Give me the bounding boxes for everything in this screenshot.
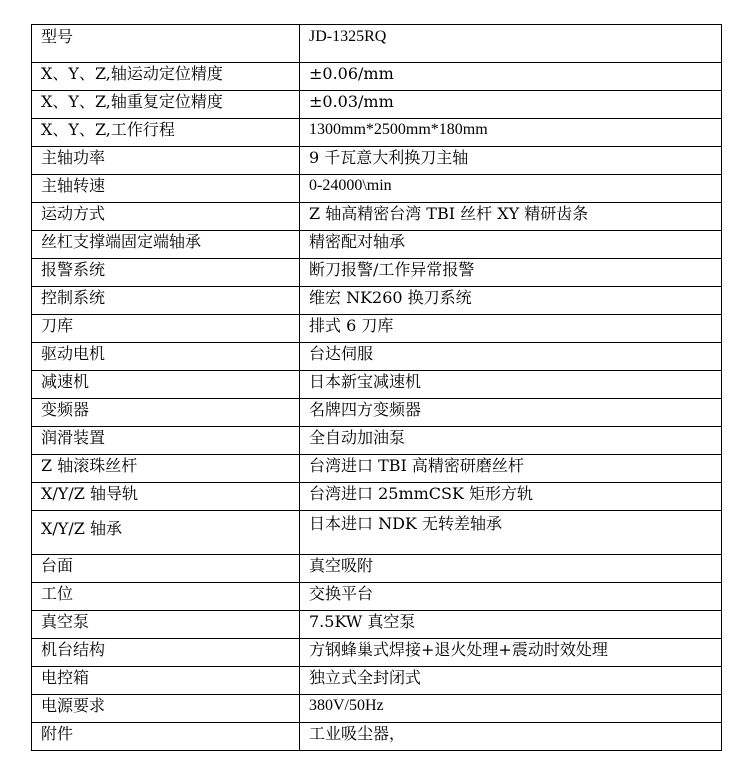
spec-value: 排式 6 刀库 [300,315,722,343]
table-row [32,555,722,583]
table-row [32,667,722,695]
spec-value: 0-24000\min [300,175,722,203]
spec-value: 日本新宝减速机 [300,371,722,399]
table-row [32,259,722,287]
spec-label: 主轴转速 [32,175,300,203]
spec-value: 精密配对轴承 [300,231,722,259]
spec-label: 减速机 [32,371,300,399]
table-row [32,427,722,455]
spec-value: 台湾进口 25mmCSK 矩形方轨 [300,483,722,511]
spec-label: 主轴功率 [32,147,300,175]
table-row [32,511,722,555]
spec-value: 380V/50Hz [300,695,722,723]
spec-label: 工位 [32,583,300,611]
spec-label: 型号 [32,25,300,63]
spec-value: Z 轴高精密台湾 TBI 丝杆 XY 精研齿条 [300,203,722,231]
table-row [32,63,722,91]
spec-value: 1300mm*2500mm*180mm [300,119,722,147]
spec-value: ±0.03/mm [300,91,722,119]
spec-label: 润滑装置 [32,427,300,455]
spec-value: 工业吸尘器， [300,723,722,751]
spec-label: Z 轴滚珠丝杆 [32,455,300,483]
spec-value: 台达伺服 [300,343,722,371]
spec-label: 报警系统 [32,259,300,287]
table-row [32,695,722,723]
table-row [32,455,722,483]
spec-label: 真空泵 [32,611,300,639]
spec-value: 真空吸附 [300,555,722,583]
spec-table [31,24,722,751]
table-row [32,483,722,511]
spec-label: 电源要求 [32,695,300,723]
table-row [32,343,722,371]
table-row [32,611,722,639]
spec-value: 交换平台 [300,583,722,611]
spec-label: 机台结构 [32,639,300,667]
spec-value: JD-1325RQ [300,25,722,63]
spec-label: 丝杠支撑端固定端轴承 [32,231,300,259]
spec-value: 日本进口 NDK 无转差轴承 [300,511,722,555]
spec-value: 台湾进口 TBI 高精密研磨丝杆 [300,455,722,483]
table-row [32,203,722,231]
spec-value: 独立式全封闭式 [300,667,722,695]
spec-label: 运动方式 [32,203,300,231]
spec-label: 电控箱 [32,667,300,695]
spec-label: X、Y、Z,轴重复定位精度 [32,91,300,119]
table-row [32,639,722,667]
spec-value: 9 千瓦意大利换刀主轴 [300,147,722,175]
table-row [32,315,722,343]
table-row [32,25,722,63]
table-row [32,723,722,751]
table-row [32,91,722,119]
spec-label: 附件 [32,723,300,751]
spec-label: 驱动电机 [32,343,300,371]
spec-value: 全自动加油泵 [300,427,722,455]
spec-value: 名牌四方变频器 [300,399,722,427]
table-row [32,583,722,611]
table-row [32,287,722,315]
spec-value: 方钢蜂巢式焊接+退火处理+震动时效处理 [300,639,722,667]
spec-label: 台面 [32,555,300,583]
spec-label: 控制系统 [32,287,300,315]
spec-label: 刀库 [32,315,300,343]
table-row [32,231,722,259]
table-row [32,119,722,147]
table-row [32,175,722,203]
table-row [32,147,722,175]
table-row [32,399,722,427]
spec-label: X/Y/Z 轴承 [32,511,300,555]
spec-value: 断刀报警/工作异常报警 [300,259,722,287]
spec-label: X、Y、Z,工作行程 [32,119,300,147]
spec-value: ±0.06/mm [300,63,722,91]
spec-value: 7.5KW 真空泵 [300,611,722,639]
table-row [32,371,722,399]
spec-value: 维宏 NK260 换刀系统 [300,287,722,315]
spec-label: X/Y/Z 轴导轨 [32,483,300,511]
spec-label: X、Y、Z,轴运动定位精度 [32,63,300,91]
spec-label: 变频器 [32,399,300,427]
